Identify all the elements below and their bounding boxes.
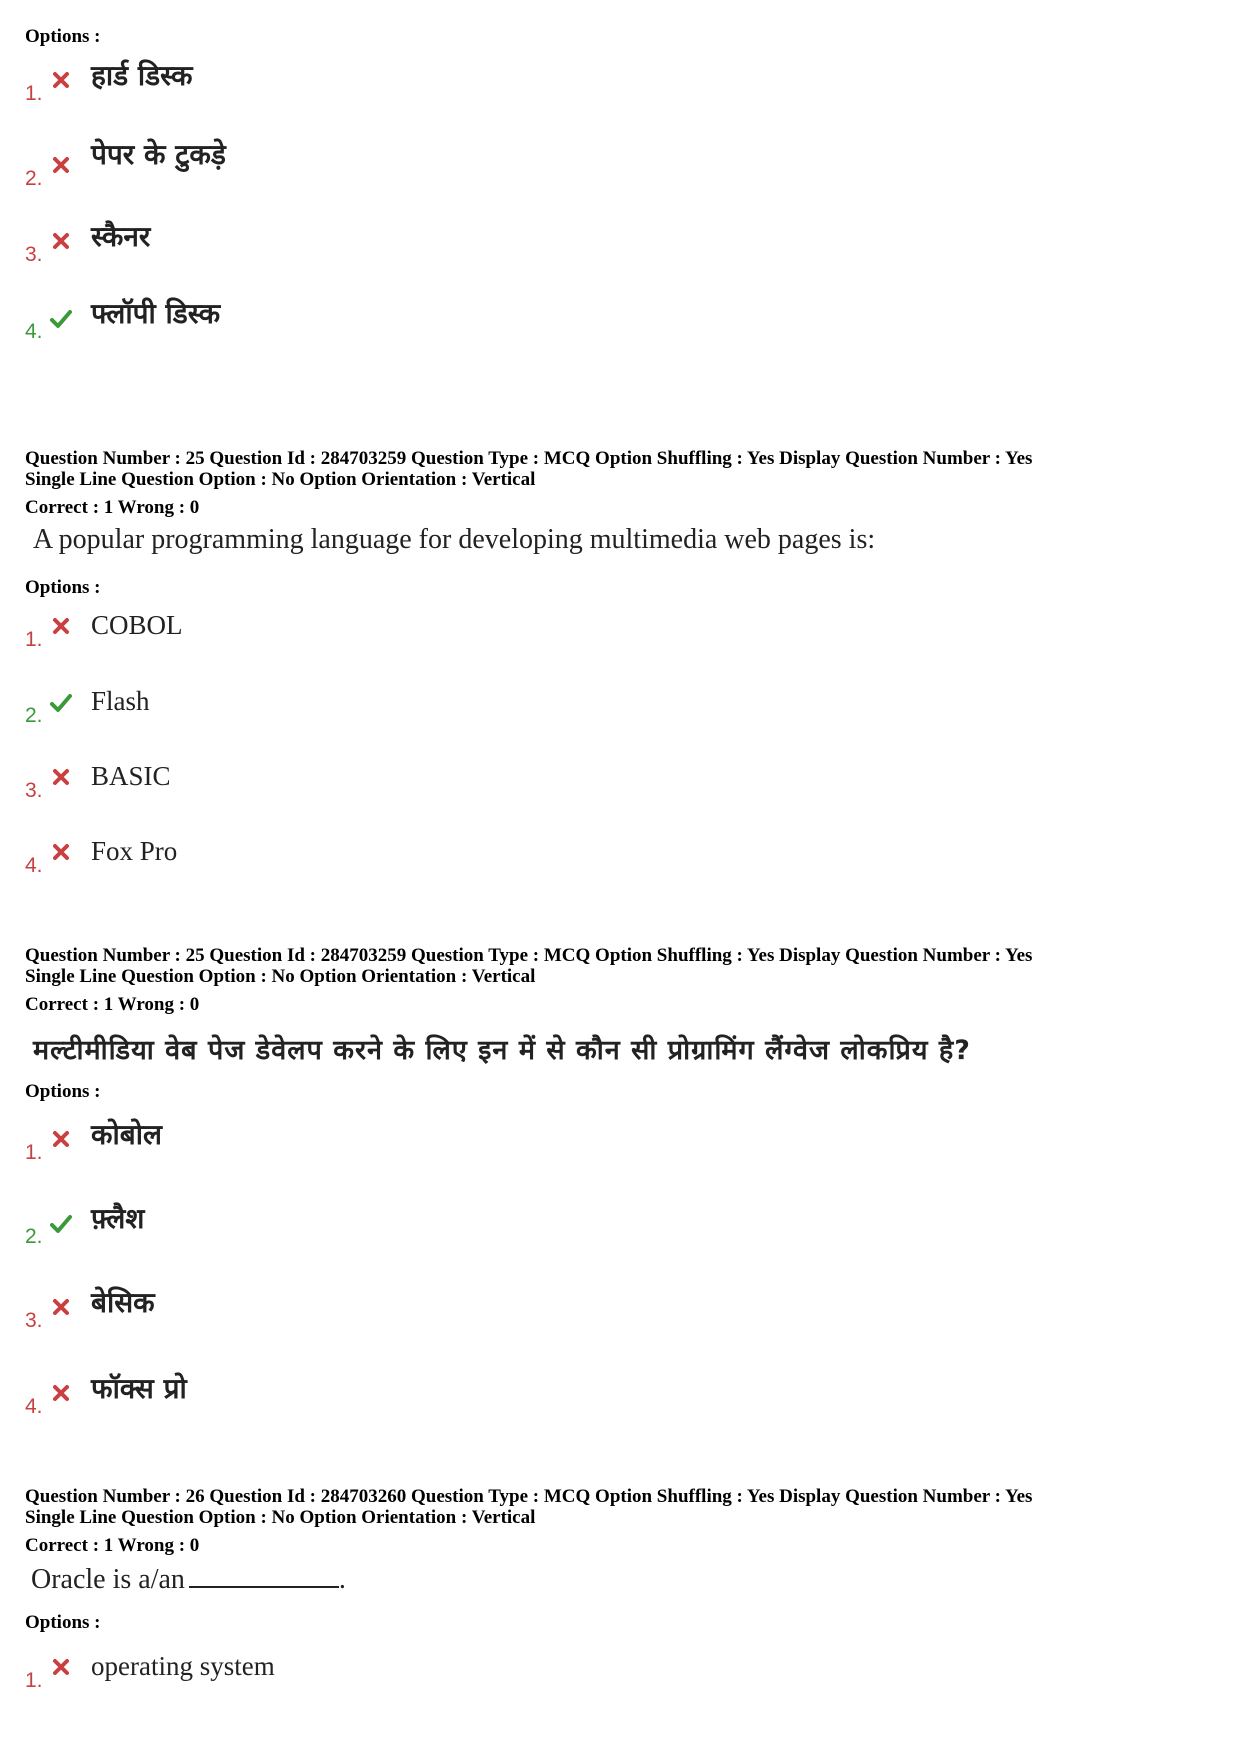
option-number: 2.	[25, 1225, 43, 1248]
option-number: 3.	[25, 779, 43, 802]
question-text: मल्टीमीडिया वेब पेज डेवेलप करने के लिए इन में से कौन सी प्रोग्रामिंग लैंग्वेज लोकप्रिय है?	[33, 1035, 971, 1066]
option-number: 4.	[25, 854, 43, 877]
option-number: 4.	[25, 320, 43, 343]
wrong-cross-icon	[51, 70, 71, 90]
question-text-end: .	[338, 1564, 346, 1595]
wrong-cross-icon	[51, 1657, 71, 1677]
option-text: BASIC	[91, 761, 171, 791]
question-meta-line: Question Number : 26 Question Id : 284703260 Question Type : MCQ Option Shuffling : Yes Display Question Number : Yes	[25, 1486, 1033, 1507]
options-label: Options :	[25, 577, 101, 598]
option-number: 1.	[25, 628, 43, 651]
wrong-cross-icon	[51, 1297, 71, 1317]
option-text: Flash	[91, 686, 150, 716]
option-number: 4.	[25, 1395, 43, 1418]
wrong-cross-icon	[51, 1383, 71, 1403]
wrong-cross-icon	[51, 155, 71, 175]
option-text: स्कैनर	[91, 220, 151, 253]
option-text: फ़्लैश	[91, 1202, 145, 1235]
option-text: operating system	[91, 1651, 275, 1681]
options-label: Options :	[25, 1612, 101, 1633]
correct-check-icon	[49, 308, 73, 330]
option-number: 1.	[25, 82, 43, 105]
option-number: 3.	[25, 243, 43, 266]
correct-check-icon	[49, 692, 73, 714]
option-text: बेसिक	[91, 1286, 155, 1319]
option-number: 1.	[25, 1669, 43, 1692]
marks-info: Correct : 1 Wrong : 0	[25, 1535, 200, 1556]
option-number: 1.	[25, 1141, 43, 1164]
option-number: 2.	[25, 704, 43, 727]
question-text	[31, 1560, 346, 1596]
fill-in-blank	[189, 1560, 339, 1588]
option-text: Fox Pro	[91, 836, 178, 866]
option-text: पेपर के टुकड़े	[91, 138, 226, 171]
wrong-cross-icon	[51, 1129, 71, 1149]
option-text: COBOL	[91, 610, 183, 640]
question-text-start: Oracle is a/an	[31, 1564, 185, 1595]
option-number: 3.	[25, 1309, 43, 1332]
option-number: 2.	[25, 167, 43, 190]
wrong-cross-icon	[51, 767, 71, 787]
marks-info: Correct : 1 Wrong : 0	[25, 497, 200, 518]
question-meta-line: Single Line Question Option : No Option Orientation : Vertical	[25, 1507, 536, 1528]
option-text: कोबोल	[91, 1118, 162, 1151]
marks-info: Correct : 1 Wrong : 0	[25, 994, 200, 1015]
question-meta-line: Single Line Question Option : No Option Orientation : Vertical	[25, 966, 536, 987]
question-meta-line: Single Line Question Option : No Option Orientation : Vertical	[25, 469, 536, 490]
wrong-cross-icon	[51, 842, 71, 862]
options-label: Options :	[25, 26, 101, 47]
wrong-cross-icon	[51, 231, 71, 251]
option-text: फ्लॉपी डिस्क	[91, 297, 221, 330]
question-text: A popular programming language for developing multimedia web pages is:	[33, 524, 876, 555]
options-label: Options :	[25, 1081, 101, 1102]
question-meta-line: Question Number : 25 Question Id : 284703259 Question Type : MCQ Option Shuffling : Yes Display Question Number : Yes	[25, 945, 1033, 966]
correct-check-icon	[49, 1213, 73, 1235]
question-meta-line: Question Number : 25 Question Id : 284703259 Question Type : MCQ Option Shuffling : Yes Display Question Number : Yes	[25, 448, 1033, 469]
option-text: फॉक्स प्रो	[91, 1372, 187, 1405]
wrong-cross-icon	[51, 616, 71, 636]
option-text: हार्ड डिस्क	[91, 59, 193, 92]
